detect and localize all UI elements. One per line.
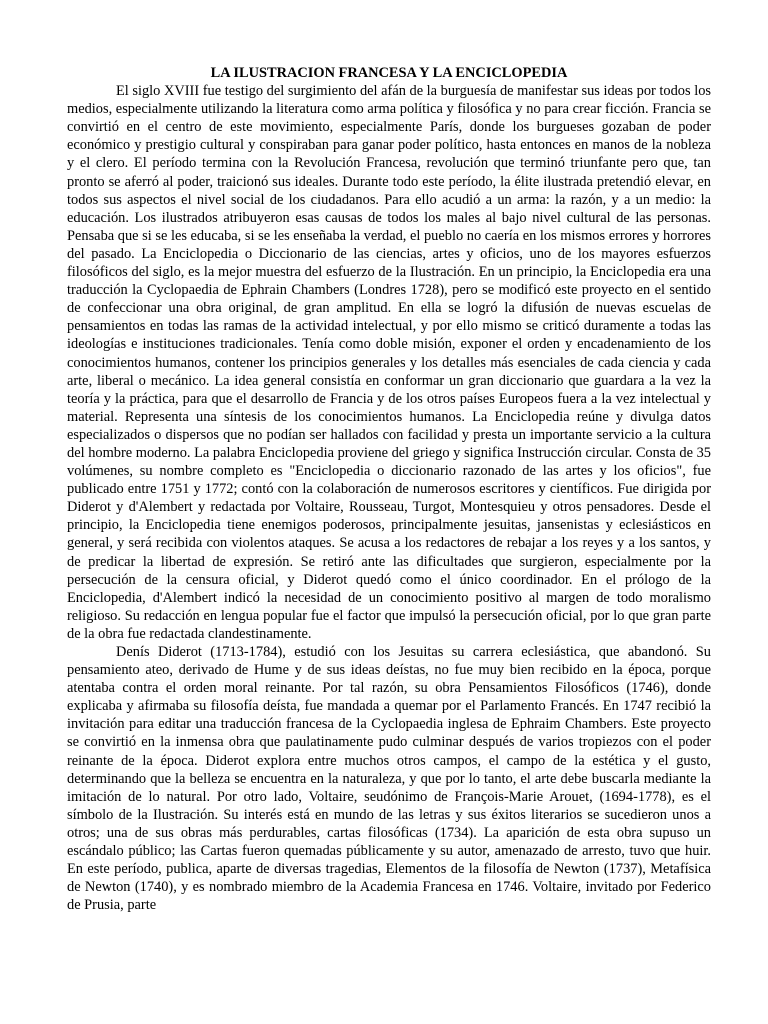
document-title: LA ILUSTRACION FRANCESA Y LA ENCICLOPEDIA xyxy=(210,65,568,81)
paragraph-1: El siglo XVIII fue testigo del surgimiento del afán de la burguesía de manifestar sus ideas por todos los medios, especialmente utilizando la literatura como arma política y filosófica y no para crear ficción. Francia se convirtió en el centro de este movimiento, especialmente París, donde los burgueses gozaban de poder económico y prestigio cultural y conspiraban para ganar poder político, hasta entonces en manos de la nobleza y el clero. El período termina con la Revolución Francesa, revolución que terminó triunfante pero que, tan pronto se aferró al poder, traicionó sus ideales. Durante todo este período, la élite ilustrada pretendió elevar, en todos sus aspectos el nivel social de los ciudadanos. Para ello acudió a un arma: la razón, y a un medio: la educación. Los ilustrados atribuyeron esas causas de todos los males al bajo nivel cultural de las personas. Pensaba que si se les educaba, si se les enseñaba la verdad, el pueblo no caería en los mismos errores y horrores del pasado. La Enciclopedia o Diccionario de las ciencias, artes y oficios, uno de los mayores esfuerzos filosóficos del siglo, es la mejor muestra del esfuerzo de la Ilustración. En un principio, la Enciclopedia era una traducción la Cyclopaedia de Ephrain Chambers (Londres 1728), pero se modificó este proyecto en el sentido de confeccionar una obra original, de gran amplitud. En ella se logró la difusión de nuevas escuelas de pensamientos en todas las ramas de la actividad intelectual, y por ello mismo se criticó duramente a todas las ideologías e instituciones tradicionales. Tenía como doble misión, exponer el orden y encadenamiento de los conocimientos humanos, contener los principios generales y los detalles más esenciales de cada ciencia y cada arte, liberal o mecánico. La idea general consistía en conformar un gran diccionario que guardara a la vez la teoría y la práctica, para que el desarrollo de Francia y de los otros países Europeos fuera a la vez intelectual y material. Representa una síntesis de los conocimientos humanos. La Enciclopedia reúne y divulga datos especializados o dispersos que no podían ser hallados con facilidad y presta un importante servicio a la cultura del hombre moderno. La palabra Enciclopedia proviene del griego y significa Instrucción circular. Consta de 35 volúmenes, su nombre completo es "Enciclopedia o diccionario razonado de las artes y los oficios", fue publicado entre 1751 y 1772; contó con la colaboración de numerosos escritores y científicos. Fue dirigida por Diderot y d'Alembert y redactada por Voltaire, Rousseau, Turgot, Montesquieu y otros pensadores. Desde el principio, la Enciclopedia tiene enemigos poderosos, principalmente jesuitas, jansenistas y eclesiásticos en general, y será recibida con violentos ataques. Se acusa a los redactores de rebajar a los reyes y a los santos, y de predicar la libertad de expresión. Se retiró ante las dificultades que surgieron, especialmente por la persecución de la censura oficial, y Diderot quedó como el único coordinador. En el prólogo de la Enciclopedia, d'Alembert indicó la necesidad de un conocimiento positivo al margen de todo moralismo religioso. Su redacción en lengua popular fue el factor que impulsó la persecución oficial, por lo que gran parte de la obra fue redactada clandestinamente. xyxy=(67,83,711,642)
document-body xyxy=(67,64,711,914)
paragraph-2: Denís Diderot (1713-1784), estudió con los Jesuitas su carrera eclesiástica, que abandonó. Su pensamiento ateo, derivado de Hume y de sus ideas deístas, no fue muy bien recibido en la época, porque atentaba contra el orden moral reinante. Por tal razón, su obra Pensamientos Filosóficos (1746), donde explicaba y afirmaba su filosofía deísta, fue mandada a quemar por el Parlamento Francés. En 1747 recibió la invitación para editar una traducción francesa de la Cyclopaedia inglesa de Ephraim Chambers. Este proyecto se convirtió en la inmensa obra que paulatinamente pudo culminar después de varios tropiezos con el poder reinante de la época. Diderot explora entre muchos otros campos, el campo de la estética y el gusto, determinando que la belleza se encuentra en la naturaleza, y que por lo tanto, el arte debe buscarla mediante la imitación de lo natural. Por otro lado, Voltaire, seudónimo de François-Marie Arouet, (1694-1778), es el símbolo de la Ilustración. Su interés está en mundo de las letras y sus éxitos literarios se sucedieron unos a otros; una de sus obras más perdurables, cartas filosóficas (1734). La aparición de esta obra supuso un escándalo público; las Cartas fueron quemadas públicamente y su autor, amenazado de arresto, tuvo que huir. En este período, publica, aparte de diversas tragedias, Elementos de la filosofía de Newton (1737), Metafísica de Newton (1740), y es nombrado miembro de la Academia Francesa en 1746. Voltaire, invitado por Federico de Prusia, parte xyxy=(67,644,711,914)
